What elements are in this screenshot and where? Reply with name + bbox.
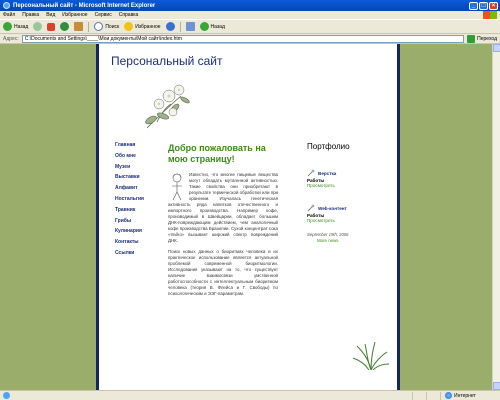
refresh-icon	[60, 22, 69, 31]
status-pane	[412, 392, 426, 400]
nav-item-cooking[interactable]: Кулинария	[115, 228, 142, 235]
more-news-link[interactable]: More news	[317, 238, 339, 243]
portfolio-item-subtitle: Работы	[307, 178, 325, 183]
browser-toolbar	[0, 20, 500, 34]
window-titlebar	[0, 0, 500, 11]
nav-item-herbalist[interactable]: Травник	[115, 206, 136, 213]
search-icon	[94, 22, 103, 31]
pin-icon	[307, 204, 315, 212]
windows-logo-icon	[483, 11, 497, 19]
menu-file[interactable]: Файл	[3, 12, 16, 18]
nav-item-mushrooms[interactable]: Грибы	[115, 217, 132, 224]
portfolio-view-link[interactable]: Просмотреть	[307, 218, 335, 223]
site-title: Персональный сайт	[111, 54, 223, 68]
portfolio-item	[307, 204, 377, 223]
security-zone	[440, 392, 500, 400]
window-title: Персональный сайт - Microsoft Internet Explorer	[13, 2, 156, 9]
status-panes	[412, 391, 500, 400]
scroll-up-arrow-icon[interactable]	[493, 44, 500, 52]
go-label: Переход	[477, 35, 497, 42]
nav-item-links[interactable]: Ссылки	[115, 249, 135, 256]
portfolio-item-title[interactable]: Верстка	[318, 170, 337, 176]
menu-edit[interactable]: Правка	[22, 12, 40, 18]
close-button[interactable]: ×	[489, 2, 498, 10]
address-label: Адрес:	[3, 35, 19, 42]
menu-favorites[interactable]: Избранное	[62, 12, 88, 18]
person-sketch-icon	[168, 172, 186, 202]
back-arrow-icon	[3, 22, 12, 31]
favorites-label: Избранное	[135, 23, 161, 30]
grass-illustration-icon	[351, 340, 391, 370]
pin-icon	[307, 169, 315, 177]
portfolio-heading: Портфолио	[307, 142, 350, 151]
news-date: September 19th, 2006	[307, 232, 349, 237]
home-icon	[74, 22, 83, 31]
forward-arrow-icon	[33, 22, 42, 31]
forward-button[interactable]	[33, 22, 42, 31]
nav-item-contacts[interactable]: Контакты	[115, 239, 139, 246]
back-label: Назад	[14, 23, 29, 30]
page-content	[96, 44, 400, 390]
media-button[interactable]	[166, 22, 175, 31]
globe-icon	[445, 392, 452, 399]
media-icon	[166, 22, 175, 31]
home-button[interactable]	[74, 22, 83, 31]
maximize-button[interactable]: □	[479, 2, 488, 10]
welcome-heading: Добро пожаловать на мою страницу!	[168, 143, 266, 164]
nav-item-nostalgia[interactable]: Ностальгия	[115, 195, 144, 202]
mail-icon	[186, 22, 195, 31]
star-icon	[124, 22, 133, 31]
refresh-button[interactable]	[60, 22, 69, 31]
menu-bar	[0, 11, 500, 20]
stop-button[interactable]	[47, 23, 55, 31]
zone-label: Интернет	[454, 392, 476, 399]
back-button[interactable]	[3, 22, 28, 31]
go-back-menu-button[interactable]	[200, 22, 225, 31]
portfolio-view-link[interactable]: Просмотреть	[307, 183, 335, 188]
address-bar	[0, 34, 500, 44]
nav-item-museums[interactable]: Музеи	[115, 163, 131, 170]
search-label: Поиск	[105, 23, 120, 30]
ie-icon	[3, 2, 10, 9]
page-viewport	[0, 44, 492, 390]
toolbar-separator	[88, 22, 89, 32]
window-controls	[469, 2, 498, 10]
search-button[interactable]	[94, 22, 119, 31]
minimize-button[interactable]: _	[469, 2, 478, 10]
menu-view[interactable]: Вид	[46, 12, 56, 18]
nav-item-home[interactable]: Главная	[115, 142, 136, 148]
flower-illustration-icon	[141, 78, 197, 134]
toolbar-separator	[180, 22, 181, 32]
site-navigation	[115, 140, 159, 259]
stop-icon	[47, 23, 55, 31]
address-input[interactable]	[22, 35, 464, 43]
mail-button[interactable]	[186, 22, 195, 31]
page-status-icon	[3, 392, 10, 399]
second-paragraph: Поиск новых данных о биоритмах человека и их практическое использование является актуальной проблемой современной биоритмологии. Исследования указывают на то, что существует наличие взаимосвязи умственной работоспособности с интеллектуальным биоритмом человека (теория В. Флейса и Г. Свободы) по психологическим и ЭЭГ-параметрам.	[168, 249, 278, 296]
nav-item-exhibitions[interactable]: Выставки	[115, 174, 140, 181]
status-pane	[426, 392, 440, 400]
vertical-scrollbar[interactable]	[492, 44, 500, 390]
intro-text: Известно, что многие пищевые вещества могут обладать мутагенной активностью. Такие свойства они приобретают в результате термической обработки или при хранении. Изучалась генетическая активность ряда напитков отечественного и импортного производства. Например кофе, производимый в Швейцарии, обладает большим ДНК-повреждающим действием, чем аналогичный кофе производства Бразилии. Сухой концентрат сока «Inviko» вызывает широкий спектр повреждений ДНК.	[168, 172, 278, 243]
intro-paragraph	[168, 172, 278, 244]
menu-tools[interactable]: Сервис	[94, 12, 112, 18]
go-back-label: Назад	[210, 23, 225, 30]
nav-item-about[interactable]: Обо мне	[115, 152, 136, 159]
go-arrow-icon	[467, 35, 475, 43]
nav-item-alphabet[interactable]: Алфавит	[115, 185, 138, 192]
menu-help[interactable]: Справка	[118, 12, 139, 18]
portfolio-item-subtitle: Работы	[307, 213, 325, 218]
status-bar	[0, 390, 500, 400]
favorites-button[interactable]	[124, 22, 160, 31]
scroll-down-arrow-icon[interactable]	[493, 382, 500, 390]
back-arrow-icon	[200, 22, 209, 31]
portfolio-item-title[interactable]: Web-контент	[318, 205, 347, 211]
go-button[interactable]	[467, 35, 497, 43]
portfolio-item	[307, 169, 377, 188]
